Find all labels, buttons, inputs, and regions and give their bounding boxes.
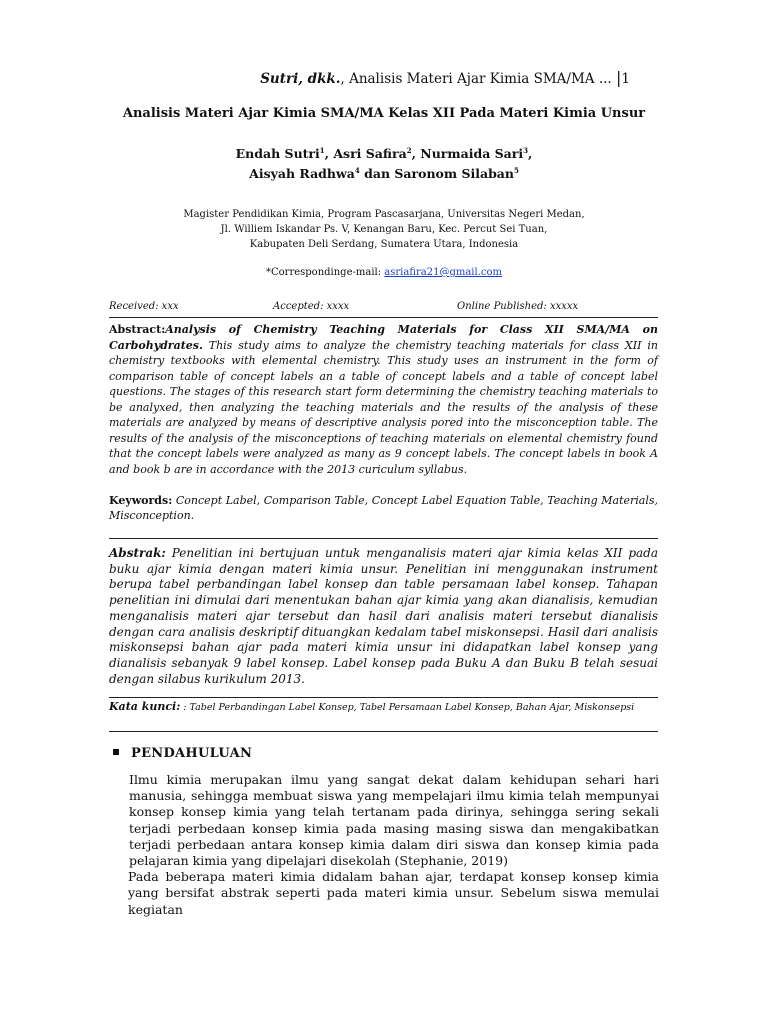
author-sup: 3 [523, 146, 528, 155]
divider [109, 317, 658, 318]
body-paragraph: Pada beberapa materi kimia didalam bahan ajar, terdapat konsep konsep kimia yang bersifat abstrak seperti pada materi kimia unsur. Sebelum siswa memulai kegiatan [128, 869, 659, 917]
author-sup: 2 [406, 146, 412, 155]
affiliation-line: Magister Pendidikan Kimia, Program Pascasarjana, Universitas Negeri Medan, [183, 209, 585, 220]
author-sup: 4 [354, 166, 360, 176]
page-number: 1 [621, 71, 630, 87]
divider [109, 697, 658, 698]
running-head-separator: | [616, 68, 622, 87]
keywords-text: Concept Label, Comparison Table, Concept Label Equation Table, Teaching Materials, Misconception. [109, 494, 658, 522]
abstrak-label: Abstrak: [109, 546, 166, 560]
running-head-authors: Sutri, dkk. [260, 71, 341, 87]
keywords [109, 493, 658, 523]
corresponding-label: *Correspondinge-mail: [266, 267, 385, 278]
author-name: Saronom Silaban [394, 166, 514, 182]
paper-title: Analisis Materi Ajar Kimia SMA/MA Kelas XII Pada Materi Kimia Unsur [122, 106, 646, 121]
author-list [0, 142, 768, 182]
bullet-icon [113, 749, 119, 755]
running-head [260, 68, 630, 87]
author-line-1: Endah Sutri$^1$, Asri Safira$^2$, Nurmaida Sari$^3$, [235, 146, 533, 162]
section-title: PENDAHULUAN [131, 746, 253, 761]
kata-kunci-text: : Tabel Perbandingan Label Konsep, Tabel Persamaan Label Konsep, Bahan Ajar, Miskonsepsi [180, 702, 635, 713]
section-heading [113, 746, 252, 761]
author-name: Endah Sutri [235, 146, 320, 162]
abstract-heading: Analysis of Chemistry Teaching Materials for Class XII SMA/MA on Carbohydrates. [109, 323, 658, 352]
author-name: Aisyah Radhwa [249, 166, 355, 182]
kata-kunci-label: Kata kunci: [109, 700, 181, 713]
email-link[interactable]: asriafira21@gmail.com [384, 267, 502, 278]
divider [109, 538, 658, 539]
divider [109, 731, 658, 732]
affiliation-line: Kabupaten Deli Serdang, Sumatera Utara, Indonesia [249, 239, 519, 250]
author-sup: 5 [514, 166, 519, 176]
abstract-label: Abstract: [109, 323, 166, 336]
body-paragraph: Ilmu kimia merupakan ilmu yang sangat dekat dalam kehidupan sehari hari manusia, sehingga membuat siswa yang mempelajari ilmu kimia telah mempunyai konsep konsep kimia yang telah tertanam pada dirinya, sehingga sering sekali terjadi perbedaan konsep kimia pada masing masing siswa dan mengakibatkan terjadi perbedaan antara konsep kimia dalam diri siswa dan konsep kimia pada pelajaran kimia yang dipelajari disekolah (Stephanie, 2019) [129, 772, 659, 869]
author-name: Nurmaida Sari [420, 146, 524, 162]
keywords-label: Keywords: [109, 494, 173, 507]
author-name: Asri Safira [333, 146, 407, 162]
abstract-text: This study aims to analyze the chemistry teaching materials for class XII in chemistry textbooks with elemental chemistry. This study uses an instrument in the form of comparison table of concept labels an a table of concept labels and a table of concept label questions. The stages of this research start form determining the chemistry teaching materials to be analyxed, then analyzing the teaching materials and the results of the analysis of these materials are analyzed by means of descriptive analysis pored into the misconception table. The results of the analysis of the misconceptions of teaching materials on elemental chemistry found that the concept labels were analyzed as many as 9 concept labels. The concept labels in book A and book b are in accordance with the 2013 curiculum syllabus. [109, 338, 658, 476]
abstrak-text: Penelitian ini bertujuan untuk menganalisis materi ajar kimia kelas XII pada buku ajar kimia dengan materi kimia unsur. Penelitian ini menggunakan instrument berupa tabel perbandingan label konsep dan table persamaan label konsep. Tahapan penelitian ini dimulai dari menentukan bahan ajar kimia yang akan dianalisis, kemudian menganalisis materi ajar tersebut dan hasil dari analisis materi tersebut dianalisis dengan cara analisis deskriptif dituangkan kedalam tabel miskonsepsi. Hasil dari analisis miskonsepsi bahan ajar pada materi kimia unsur ini didapatkan label konsep yang dianalisis sebanyak 9 label konsep. Label konsep pada Buku A dan Buku B telah sesuai dengan silabus kurikulum 2013. [109, 546, 658, 686]
published-date: Online Published: xxxxx [457, 301, 579, 312]
abstract-english [109, 322, 658, 477]
received-date: Received: xxx [109, 301, 179, 312]
section-body [129, 772, 659, 918]
corresponding-email [0, 267, 768, 278]
affiliation [0, 207, 768, 252]
running-head-title: , Analisis Materi Ajar Kimia SMA/MA ... [340, 71, 612, 87]
kata-kunci [109, 700, 658, 714]
author-sup: 1 [319, 146, 325, 155]
author-line-2: Aisyah Radhwa$^4$ dan Saronom Silaban$^5$ [249, 166, 519, 182]
affiliation-line: Jl. Williem Iskandar Ps. V, Kenangan Baru, Kec. Percut Sei Tuan, [220, 224, 548, 235]
accepted-date: Accepted: xxxx [273, 301, 350, 312]
abstract-indonesian [109, 546, 658, 687]
